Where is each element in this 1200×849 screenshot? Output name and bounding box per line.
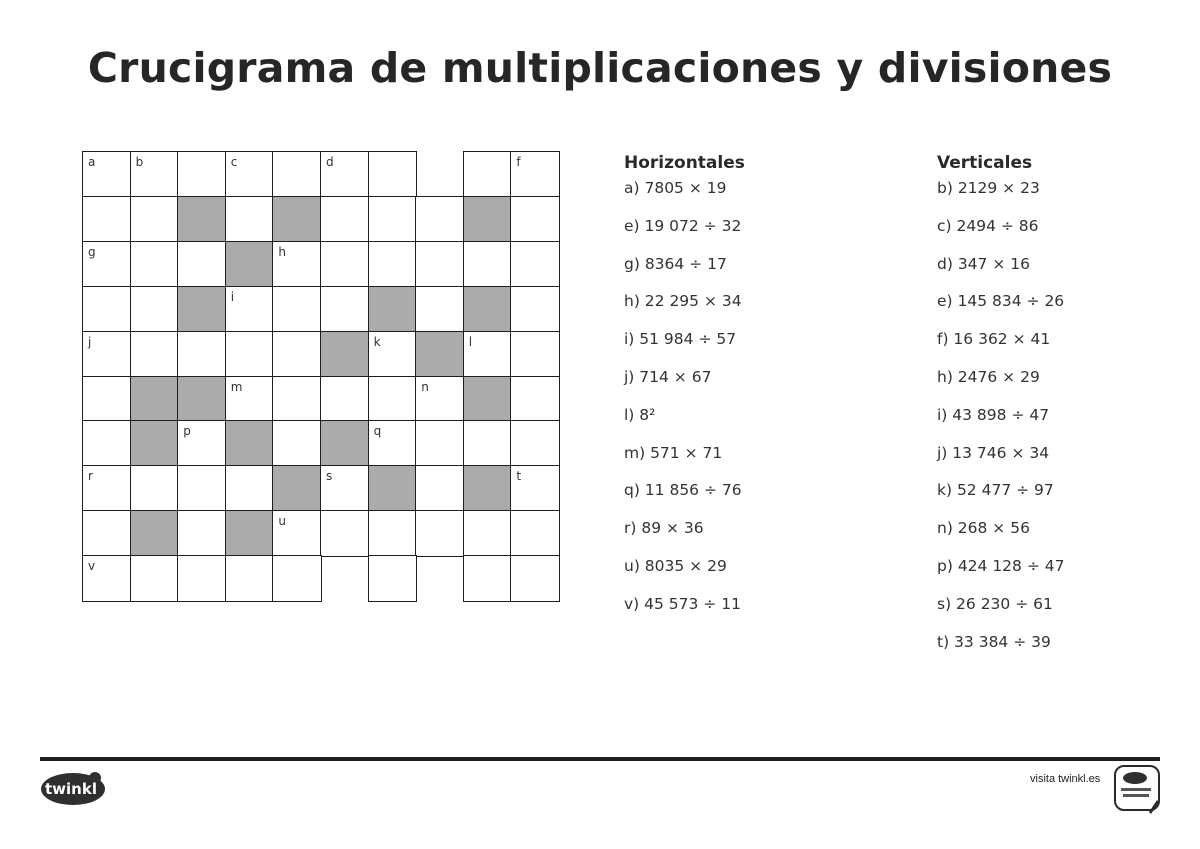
grid-cell[interactable] xyxy=(320,465,369,512)
grid-cell[interactable] xyxy=(415,510,464,557)
blocked-cell xyxy=(130,510,179,557)
vertical-clue: d) 347 × 16 xyxy=(937,254,1030,273)
grid-cell[interactable] xyxy=(225,151,274,198)
grid-cell[interactable] xyxy=(415,465,464,512)
logo-text: twinkl xyxy=(45,780,97,798)
vertical-clue: p) 424 128 ÷ 47 xyxy=(937,557,1065,575)
horizontal-clue: a) 7805 × 19 xyxy=(624,179,727,197)
grid-cell[interactable] xyxy=(463,331,512,378)
grid-cell[interactable] xyxy=(415,420,464,467)
cell-label: d xyxy=(326,155,334,169)
grid-cell[interactable] xyxy=(177,241,226,288)
cell-label: v xyxy=(88,559,96,574)
grid-cell[interactable] xyxy=(415,241,464,288)
grid-cell[interactable] xyxy=(82,331,131,378)
vertical-clue: n) 268 × 56 xyxy=(937,519,1030,538)
grid-cell[interactable] xyxy=(368,331,417,378)
cell-label: c xyxy=(230,155,238,169)
grid-cell[interactable] xyxy=(368,420,417,467)
cell-label: m xyxy=(230,379,243,394)
horizontal-clue: r) 89 × 36 xyxy=(624,519,704,538)
blocked-cell xyxy=(463,196,512,243)
vertical-clue: s) 26 230 ÷ 61 xyxy=(937,594,1053,613)
grid-cell[interactable] xyxy=(368,510,417,557)
cell-label: h xyxy=(278,244,286,259)
grid-cell[interactable] xyxy=(225,196,274,243)
horizontal-clue: h) 22 295 × 34 xyxy=(624,292,742,311)
grid-cell[interactable] xyxy=(272,286,321,333)
grid-cell[interactable] xyxy=(82,555,131,602)
horizontal-clue: g) 8364 ÷ 17 xyxy=(624,254,727,273)
cell-label: g xyxy=(88,244,96,259)
grid-cell[interactable] xyxy=(510,286,559,333)
grid-cell[interactable] xyxy=(415,196,464,243)
cell-label: p xyxy=(183,424,191,439)
blocked-cell xyxy=(130,420,179,467)
vertical-clue: f) 16 362 × 41 xyxy=(937,330,1051,349)
horizontal-clue: v) 45 573 ÷ 11 xyxy=(624,594,741,613)
grid-cell[interactable] xyxy=(320,286,369,333)
blocked-cell xyxy=(272,465,321,512)
grid-cell[interactable] xyxy=(320,241,369,288)
grid-cell[interactable] xyxy=(510,376,559,423)
grid-cell[interactable] xyxy=(225,331,274,378)
grid-cell[interactable] xyxy=(177,151,226,198)
cell-label: j xyxy=(88,334,92,349)
cell-label: i xyxy=(230,289,235,304)
grid-cell[interactable] xyxy=(82,510,131,557)
grid-cell[interactable] xyxy=(272,241,321,288)
grid-cell[interactable] xyxy=(130,555,179,602)
grid-cell[interactable] xyxy=(130,151,179,198)
horizontal-clue: j) 714 × 67 xyxy=(624,368,712,386)
vertical-clue: e) 145 834 ÷ 26 xyxy=(937,292,1065,311)
blocked-cell xyxy=(415,331,464,378)
grid-cell[interactable] xyxy=(130,241,179,288)
cell-label: f xyxy=(516,155,521,169)
grid-cell[interactable] xyxy=(463,151,512,198)
grid-cell[interactable] xyxy=(82,196,131,243)
cell-label: b xyxy=(135,155,144,169)
cell-label: l xyxy=(468,334,473,349)
cell-label: t xyxy=(516,469,522,484)
blocked-cell xyxy=(177,196,226,243)
cell-label: r xyxy=(88,469,93,484)
grid-cell[interactable] xyxy=(510,420,559,467)
grid-cell[interactable] xyxy=(463,510,512,557)
grid-cell[interactable] xyxy=(463,241,512,288)
grid-cell[interactable] xyxy=(320,510,369,557)
blocked-cell xyxy=(225,420,274,467)
horizontal-clue: i) 51 984 ÷ 57 xyxy=(624,330,737,349)
grid-cell[interactable] xyxy=(272,376,321,423)
grid-cell[interactable] xyxy=(368,241,417,288)
horizontal-clue: e) 19 072 ÷ 32 xyxy=(624,216,742,235)
grid-cell[interactable] xyxy=(272,331,321,378)
blocked-cell xyxy=(320,331,369,378)
grid-cell[interactable] xyxy=(320,196,369,243)
grid-cell[interactable] xyxy=(510,196,559,243)
grid-cell[interactable] xyxy=(463,420,512,467)
horizontal-clue: m) 571 × 71 xyxy=(624,443,723,462)
grid-cell[interactable] xyxy=(82,151,131,198)
grid-cell[interactable] xyxy=(82,420,131,467)
blocked-cell xyxy=(177,286,226,333)
grid-cell[interactable] xyxy=(272,420,321,467)
blocked-cell xyxy=(368,465,417,512)
grid-cell[interactable] xyxy=(225,286,274,333)
vertical-clue: k) 52 477 ÷ 97 xyxy=(937,481,1054,500)
grid-cell[interactable] xyxy=(130,196,179,243)
blocked-cell xyxy=(368,286,417,333)
blocked-cell xyxy=(463,286,512,333)
grid-cell[interactable] xyxy=(82,465,131,512)
grid-cell[interactable] xyxy=(272,151,321,198)
grid-cell[interactable] xyxy=(130,465,179,512)
grid-cell[interactable] xyxy=(510,555,559,602)
grid-cell[interactable] xyxy=(130,286,179,333)
cell-label: q xyxy=(373,424,382,439)
grid-cell[interactable] xyxy=(368,151,417,198)
blocked-cell xyxy=(130,376,179,423)
grid-cell[interactable] xyxy=(510,241,559,288)
vertical-clue: t) 33 384 ÷ 39 xyxy=(937,632,1051,651)
grid-cell[interactable] xyxy=(177,420,226,467)
horizontal-clue: q) 11 856 ÷ 76 xyxy=(624,481,742,500)
blocked-cell xyxy=(463,465,512,512)
blocked-cell xyxy=(225,241,274,288)
visit-link[interactable]: visita twinkl.es xyxy=(1030,773,1101,785)
horizontal-clue: l) 8² xyxy=(624,405,656,424)
horizontales-heading: Horizontales xyxy=(624,153,745,173)
grid-cell[interactable] xyxy=(82,376,131,423)
grid-cell[interactable] xyxy=(177,555,226,602)
grid-cell[interactable] xyxy=(510,151,559,198)
grid-cell[interactable] xyxy=(510,510,559,557)
cell-label: k xyxy=(373,334,381,349)
grid-cell[interactable] xyxy=(510,465,559,512)
grid-cell[interactable] xyxy=(130,331,179,378)
verticales-heading: Verticales xyxy=(937,153,1033,173)
grid-cell[interactable] xyxy=(225,555,274,602)
quality-badge xyxy=(1113,764,1161,814)
grid-cell[interactable] xyxy=(82,241,131,288)
cell-label: u xyxy=(278,514,286,529)
grid-cell[interactable] xyxy=(415,376,464,423)
grid-cell[interactable] xyxy=(510,331,559,378)
blocked-cell xyxy=(272,196,321,243)
cell-label: n xyxy=(421,379,429,394)
grid-cell[interactable] xyxy=(415,286,464,333)
grid-cell[interactable] xyxy=(225,465,274,512)
crossword-grid xyxy=(82,151,558,600)
grid-cell[interactable] xyxy=(225,376,274,423)
vertical-clue: j) 13 746 × 34 xyxy=(937,443,1050,462)
grid-cell[interactable] xyxy=(177,465,226,512)
grid-cell[interactable] xyxy=(272,510,321,557)
twinkl-logo xyxy=(40,770,106,806)
vertical-clue: h) 2476 × 29 xyxy=(937,368,1040,386)
blocked-cell xyxy=(225,510,274,557)
grid-cell[interactable] xyxy=(320,376,369,423)
grid-cell[interactable] xyxy=(177,510,226,557)
grid-cell[interactable] xyxy=(320,151,369,198)
footer-divider xyxy=(40,757,1160,761)
grid-cell[interactable] xyxy=(463,555,512,602)
vertical-clue: c) 2494 ÷ 86 xyxy=(937,216,1039,235)
cell-label: s xyxy=(326,469,333,484)
grid-cell[interactable] xyxy=(177,331,226,378)
grid-cell[interactable] xyxy=(272,555,321,602)
blocked-cell xyxy=(463,376,512,423)
grid-cell[interactable] xyxy=(368,196,417,243)
vertical-clue: i) 43 898 ÷ 47 xyxy=(937,405,1050,424)
blocked-cell xyxy=(177,376,226,423)
blocked-cell xyxy=(320,420,369,467)
cell-label: a xyxy=(88,155,96,169)
grid-cell[interactable] xyxy=(82,286,131,333)
grid-cell[interactable] xyxy=(368,376,417,423)
grid-cell[interactable] xyxy=(368,555,417,602)
vertical-clue: b) 2129 × 23 xyxy=(937,179,1040,197)
horizontal-clue: u) 8035 × 29 xyxy=(624,557,727,575)
page-title: Crucigrama de multiplicaciones y divisiones xyxy=(87,44,1113,92)
